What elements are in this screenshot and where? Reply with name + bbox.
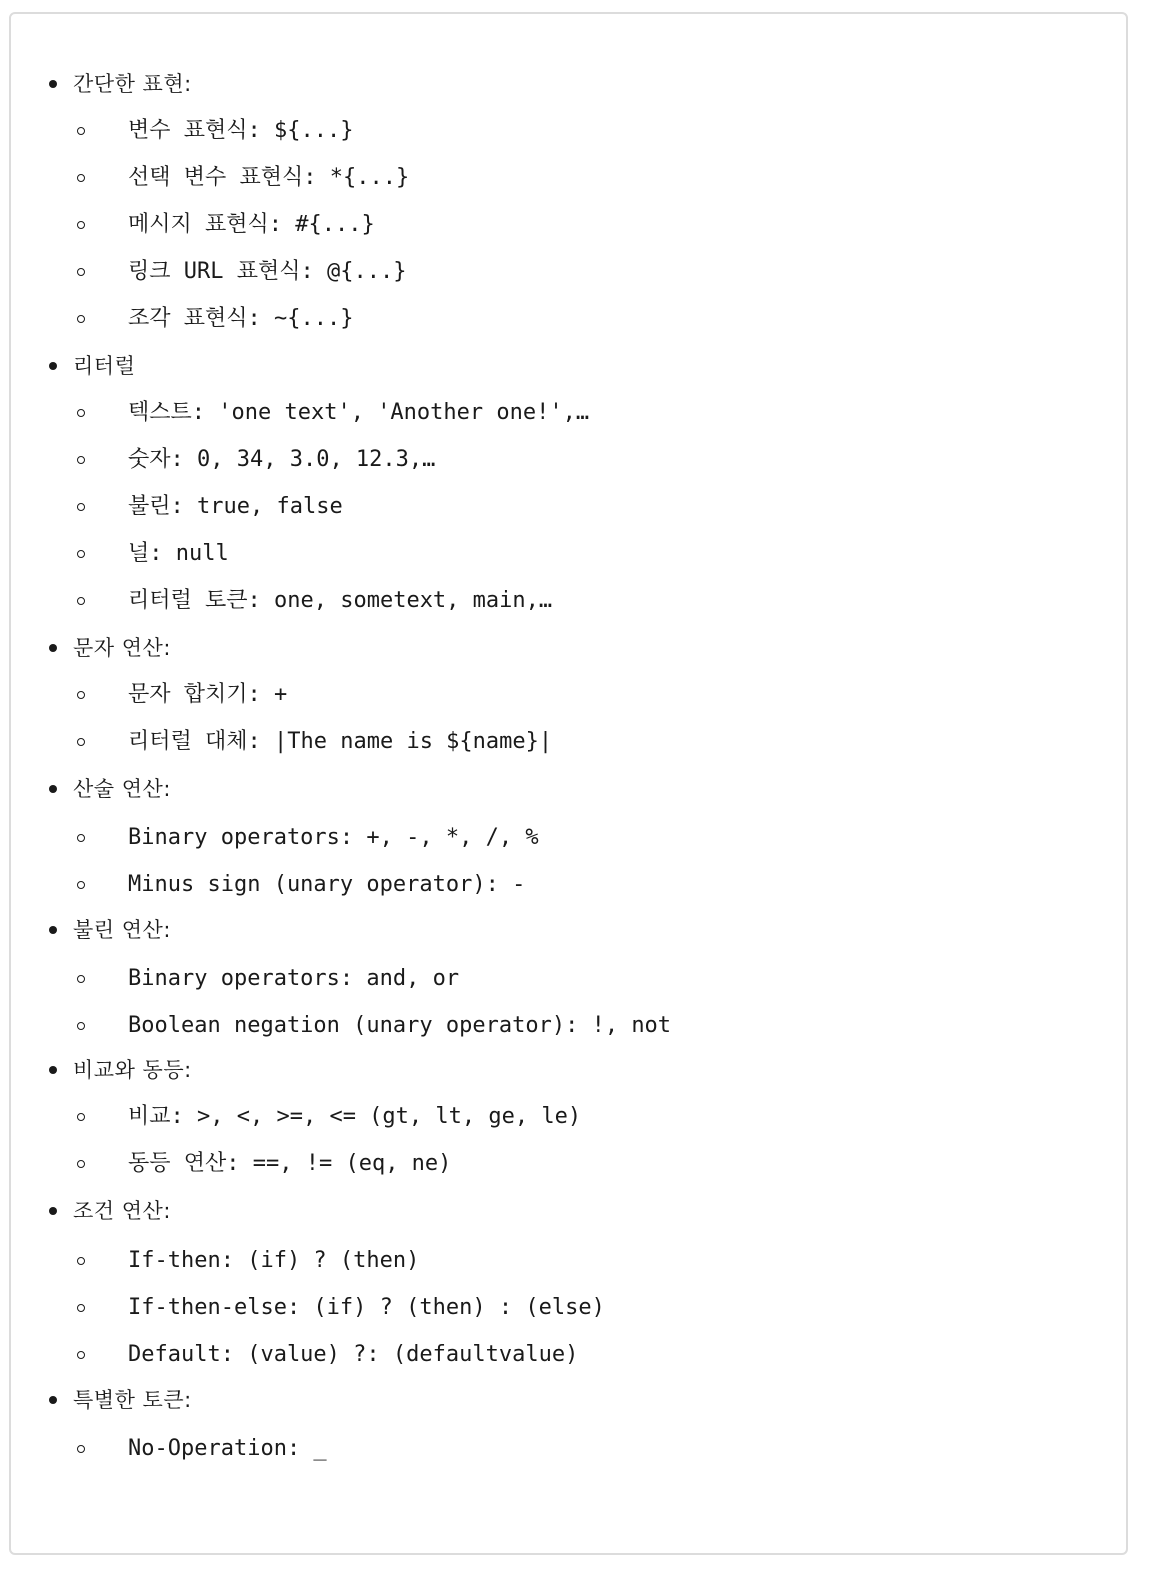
sub-item-text: If-then-else: (if) ? (then) : (else) bbox=[128, 1295, 605, 1320]
sub-item-text: 링크 URL 표현식: @{...} bbox=[128, 259, 407, 284]
bullet-circle-icon bbox=[77, 315, 85, 323]
bullet-dot-icon bbox=[49, 644, 57, 652]
bullet-circle-icon bbox=[77, 456, 85, 464]
sub-item-text: 메시지 표현식: #{...} bbox=[128, 212, 375, 237]
bullet-circle-icon bbox=[77, 738, 85, 746]
bullet-circle-icon bbox=[77, 503, 85, 511]
sub-item-text: Minus sign (unary operator): - bbox=[128, 872, 526, 897]
section-heading: 산술 연산: bbox=[73, 777, 171, 801]
bullet-circle-icon bbox=[77, 1351, 85, 1359]
bullet-circle-icon bbox=[77, 834, 85, 842]
bullet-circle-icon bbox=[77, 127, 85, 135]
sub-item-text: No-Operation: _ bbox=[128, 1436, 327, 1461]
bullet-circle-icon bbox=[77, 691, 85, 699]
sub-item-text: Binary operators: +, -, *, /, % bbox=[128, 825, 539, 850]
sub-item-text: 리터럴 토큰: one, sometext, main,… bbox=[128, 588, 553, 613]
bullet-dot-icon bbox=[49, 362, 57, 370]
section-heading: 불린 연산: bbox=[73, 918, 171, 942]
sub-item-text: 문자 합치기: + bbox=[128, 682, 288, 707]
sub-item-text: 널: null bbox=[128, 541, 229, 566]
section-heading: 조건 연산: bbox=[73, 1199, 171, 1223]
sub-item-text: 숫자: 0, 34, 3.0, 12.3,… bbox=[128, 447, 436, 472]
bullet-dot-icon bbox=[49, 80, 57, 88]
bullet-circle-icon bbox=[77, 1445, 85, 1453]
bullet-circle-icon bbox=[77, 1257, 85, 1265]
bullet-circle-icon bbox=[77, 268, 85, 276]
bullet-circle-icon bbox=[77, 1113, 85, 1121]
bullet-dot-icon bbox=[49, 926, 57, 934]
sub-item-text: Binary operators: and, or bbox=[128, 966, 460, 991]
document-panel bbox=[9, 12, 1128, 1555]
sub-item-text: If-then: (if) ? (then) bbox=[128, 1248, 420, 1273]
sub-item-text: 조각 표현식: ~{...} bbox=[128, 306, 354, 331]
bullet-circle-icon bbox=[77, 597, 85, 605]
bullet-circle-icon bbox=[77, 174, 85, 182]
bullet-dot-icon bbox=[49, 1066, 57, 1074]
bullet-circle-icon bbox=[77, 881, 85, 889]
bullet-circle-icon bbox=[77, 409, 85, 417]
sub-item-text: Boolean negation (unary operator): !, not bbox=[128, 1013, 672, 1038]
sub-item-text: 선택 변수 표현식: *{...} bbox=[128, 165, 410, 190]
section-heading: 간단한 표현: bbox=[73, 72, 192, 96]
sub-item-text: 변수 표현식: ${...} bbox=[128, 118, 354, 143]
bullet-circle-icon bbox=[77, 1022, 85, 1030]
sub-item-text: 리터럴 대체: |The name is ${name}| bbox=[128, 729, 553, 754]
section-heading: 문자 연산: bbox=[73, 636, 171, 660]
sub-item-text: 동등 연산: ==, != (eq, ne) bbox=[128, 1151, 452, 1176]
bullet-circle-icon bbox=[77, 1304, 85, 1312]
bullet-dot-icon bbox=[49, 785, 57, 793]
bullet-circle-icon bbox=[77, 1160, 85, 1168]
bullet-circle-icon bbox=[77, 975, 85, 983]
section-heading: 비교와 동등: bbox=[73, 1058, 192, 1082]
bullet-circle-icon bbox=[77, 221, 85, 229]
bullet-dot-icon bbox=[49, 1207, 57, 1215]
sub-item-text: 텍스트: 'one text', 'Another one!',… bbox=[128, 400, 590, 425]
bullet-circle-icon bbox=[77, 550, 85, 558]
sub-item-text: 비교: >, <, >=, <= (gt, lt, ge, le) bbox=[128, 1104, 582, 1129]
sub-item-text: 불린: true, false bbox=[128, 494, 343, 519]
sub-item-text: Default: (value) ?: (defaultvalue) bbox=[128, 1342, 579, 1367]
section-heading: 리터럴 bbox=[73, 354, 136, 378]
bullet-dot-icon bbox=[49, 1396, 57, 1404]
section-heading: 특별한 토큰: bbox=[73, 1388, 192, 1412]
bullet-list bbox=[11, 14, 1126, 1553]
